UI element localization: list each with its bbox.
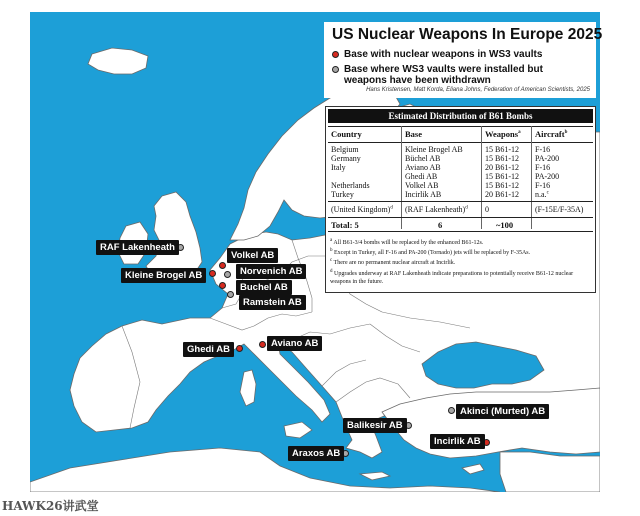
row-0-weapons: 15 B61-12 [485,145,519,154]
row-0-aircraft: F-16 [535,145,551,154]
base-label-norvenich[interactable]: Norvenich AB [236,264,306,279]
legend-credit: Hans Kristensen, Matt Korda, Eliana Johns, Federation of American Scientists, 2025 [366,87,590,93]
row-0-base: Kleine Brogel AB [405,145,463,154]
row-5-base: Incirlik AB [405,190,442,199]
table-title: Estimated Distribution of B61 Bombs [328,109,593,123]
table-footnotes [330,237,592,286]
header-aircraft: Aircraft$^b$ [535,129,568,139]
row-3-aircraft: PA-200 [535,172,560,181]
base-label-buchel[interactable]: Buchel AB [236,280,292,295]
total-weapons: ~100 [496,220,514,230]
legend-grey-dot-icon [332,66,339,73]
uk-row-aircraft: (F-15E/F-35A) [535,205,584,214]
footnote-c: $^c$ There are no permanent nuclear aircraft at Incirlik. [330,258,456,267]
base-marker-buchel[interactable] [219,282,226,289]
legend-active-label: Base with nuclear weapons in WS3 vaults [344,49,543,60]
row-1-base: Büchel AB [405,154,441,163]
row-4-base: Volkel AB [405,181,439,190]
base-label-akinci[interactable]: Akinci (Murted) AB [456,404,549,419]
base-marker-akinci[interactable] [448,407,455,414]
legend-withdrawn-label-2: weapons have been withdrawn [344,75,491,86]
uk-row-country: (United Kingdom)$^d$ [331,205,393,214]
row-4-country: Netherlands [331,181,370,190]
legend-red-dot-icon [332,51,339,58]
row-4-aircraft: F-16 [535,181,551,190]
legend-box [324,22,603,98]
footnote-a: $^a$ All B61-3/4 bombs will be replaced by the enhanced B61-12s. [330,238,484,246]
row-5-country: Turkey [331,190,354,199]
row-2-aircraft: F-16 [535,163,551,172]
legend-withdrawn-label-1: Base where WS3 vaults were installed but [344,64,543,75]
row-1-country: Germany [331,154,361,163]
row-2-weapons: 20 B61-12 [485,163,519,172]
legend-active [332,49,542,60]
base-marker-ramstein[interactable] [227,291,234,298]
base-label-raf-lakenheath[interactable]: RAF Lakenheath [96,240,179,255]
row-3-weapons: 15 B61-12 [485,172,519,181]
row-5-weapons: 20 B61-12 [485,190,519,199]
uk-row-weapons: 0 [485,205,489,214]
base-label-balikesir[interactable]: Balikesir AB [343,418,407,433]
legend-withdrawn [332,64,582,86]
row-5-aircraft: n.a.$^c$ [535,190,549,199]
row-0-country: Belgium [331,145,359,154]
row-2-country: Italy [331,163,346,172]
base-marker-aviano[interactable] [259,341,266,348]
row-3-base: Ghedi AB [405,172,438,181]
base-label-ghedi[interactable]: Ghedi AB [183,342,234,357]
base-label-araxos[interactable]: Araxos AB [288,446,344,461]
base-marker-volkel[interactable] [219,262,226,269]
base-label-aviano[interactable]: Aviano AB [267,336,322,351]
header-base: Base [405,129,422,139]
base-marker-kleine-brogel[interactable] [209,270,216,277]
map-title: US Nuclear Weapons In Europe 2025 [332,26,603,43]
uk-row-base: (RAF Lakenheath)$^d$ [405,205,468,214]
total-bases: 6 [438,220,443,230]
header-country: Country [331,129,362,139]
row-2-base: Aviano AB [405,163,441,172]
row-1-weapons: 15 B61-12 [485,154,519,163]
footnote-b: $^b$ Except in Turkey, all F-16 and PA-200 (Tornado) jets will be replaced by F-35As. [330,248,531,257]
row-4-weapons: 15 B61-12 [485,181,519,190]
base-marker-norvenich[interactable] [224,271,231,278]
base-marker-ghedi[interactable] [236,345,243,352]
row-1-aircraft: PA-200 [535,154,560,163]
middle-east [500,452,600,492]
total-label: Total: 5 [331,220,359,230]
footnote-d: $^d$ Upgrades underway at RAF Lakenheath indicate preparations to potentially receive B61-12 nuclear weapons in the future. [330,268,574,285]
base-label-kleine-brogel[interactable]: Kleine Brogel AB [121,268,206,283]
base-label-incirlik[interactable]: Incirlik AB [430,434,485,449]
watermark: HAWK26讲武堂 [2,499,99,513]
base-label-ramstein[interactable]: Ramstein AB [239,295,306,310]
header-weapons: Weapons$^a$ [485,129,521,139]
base-label-volkel[interactable]: Volkel AB [227,248,278,263]
b61-distribution-table [325,106,596,293]
